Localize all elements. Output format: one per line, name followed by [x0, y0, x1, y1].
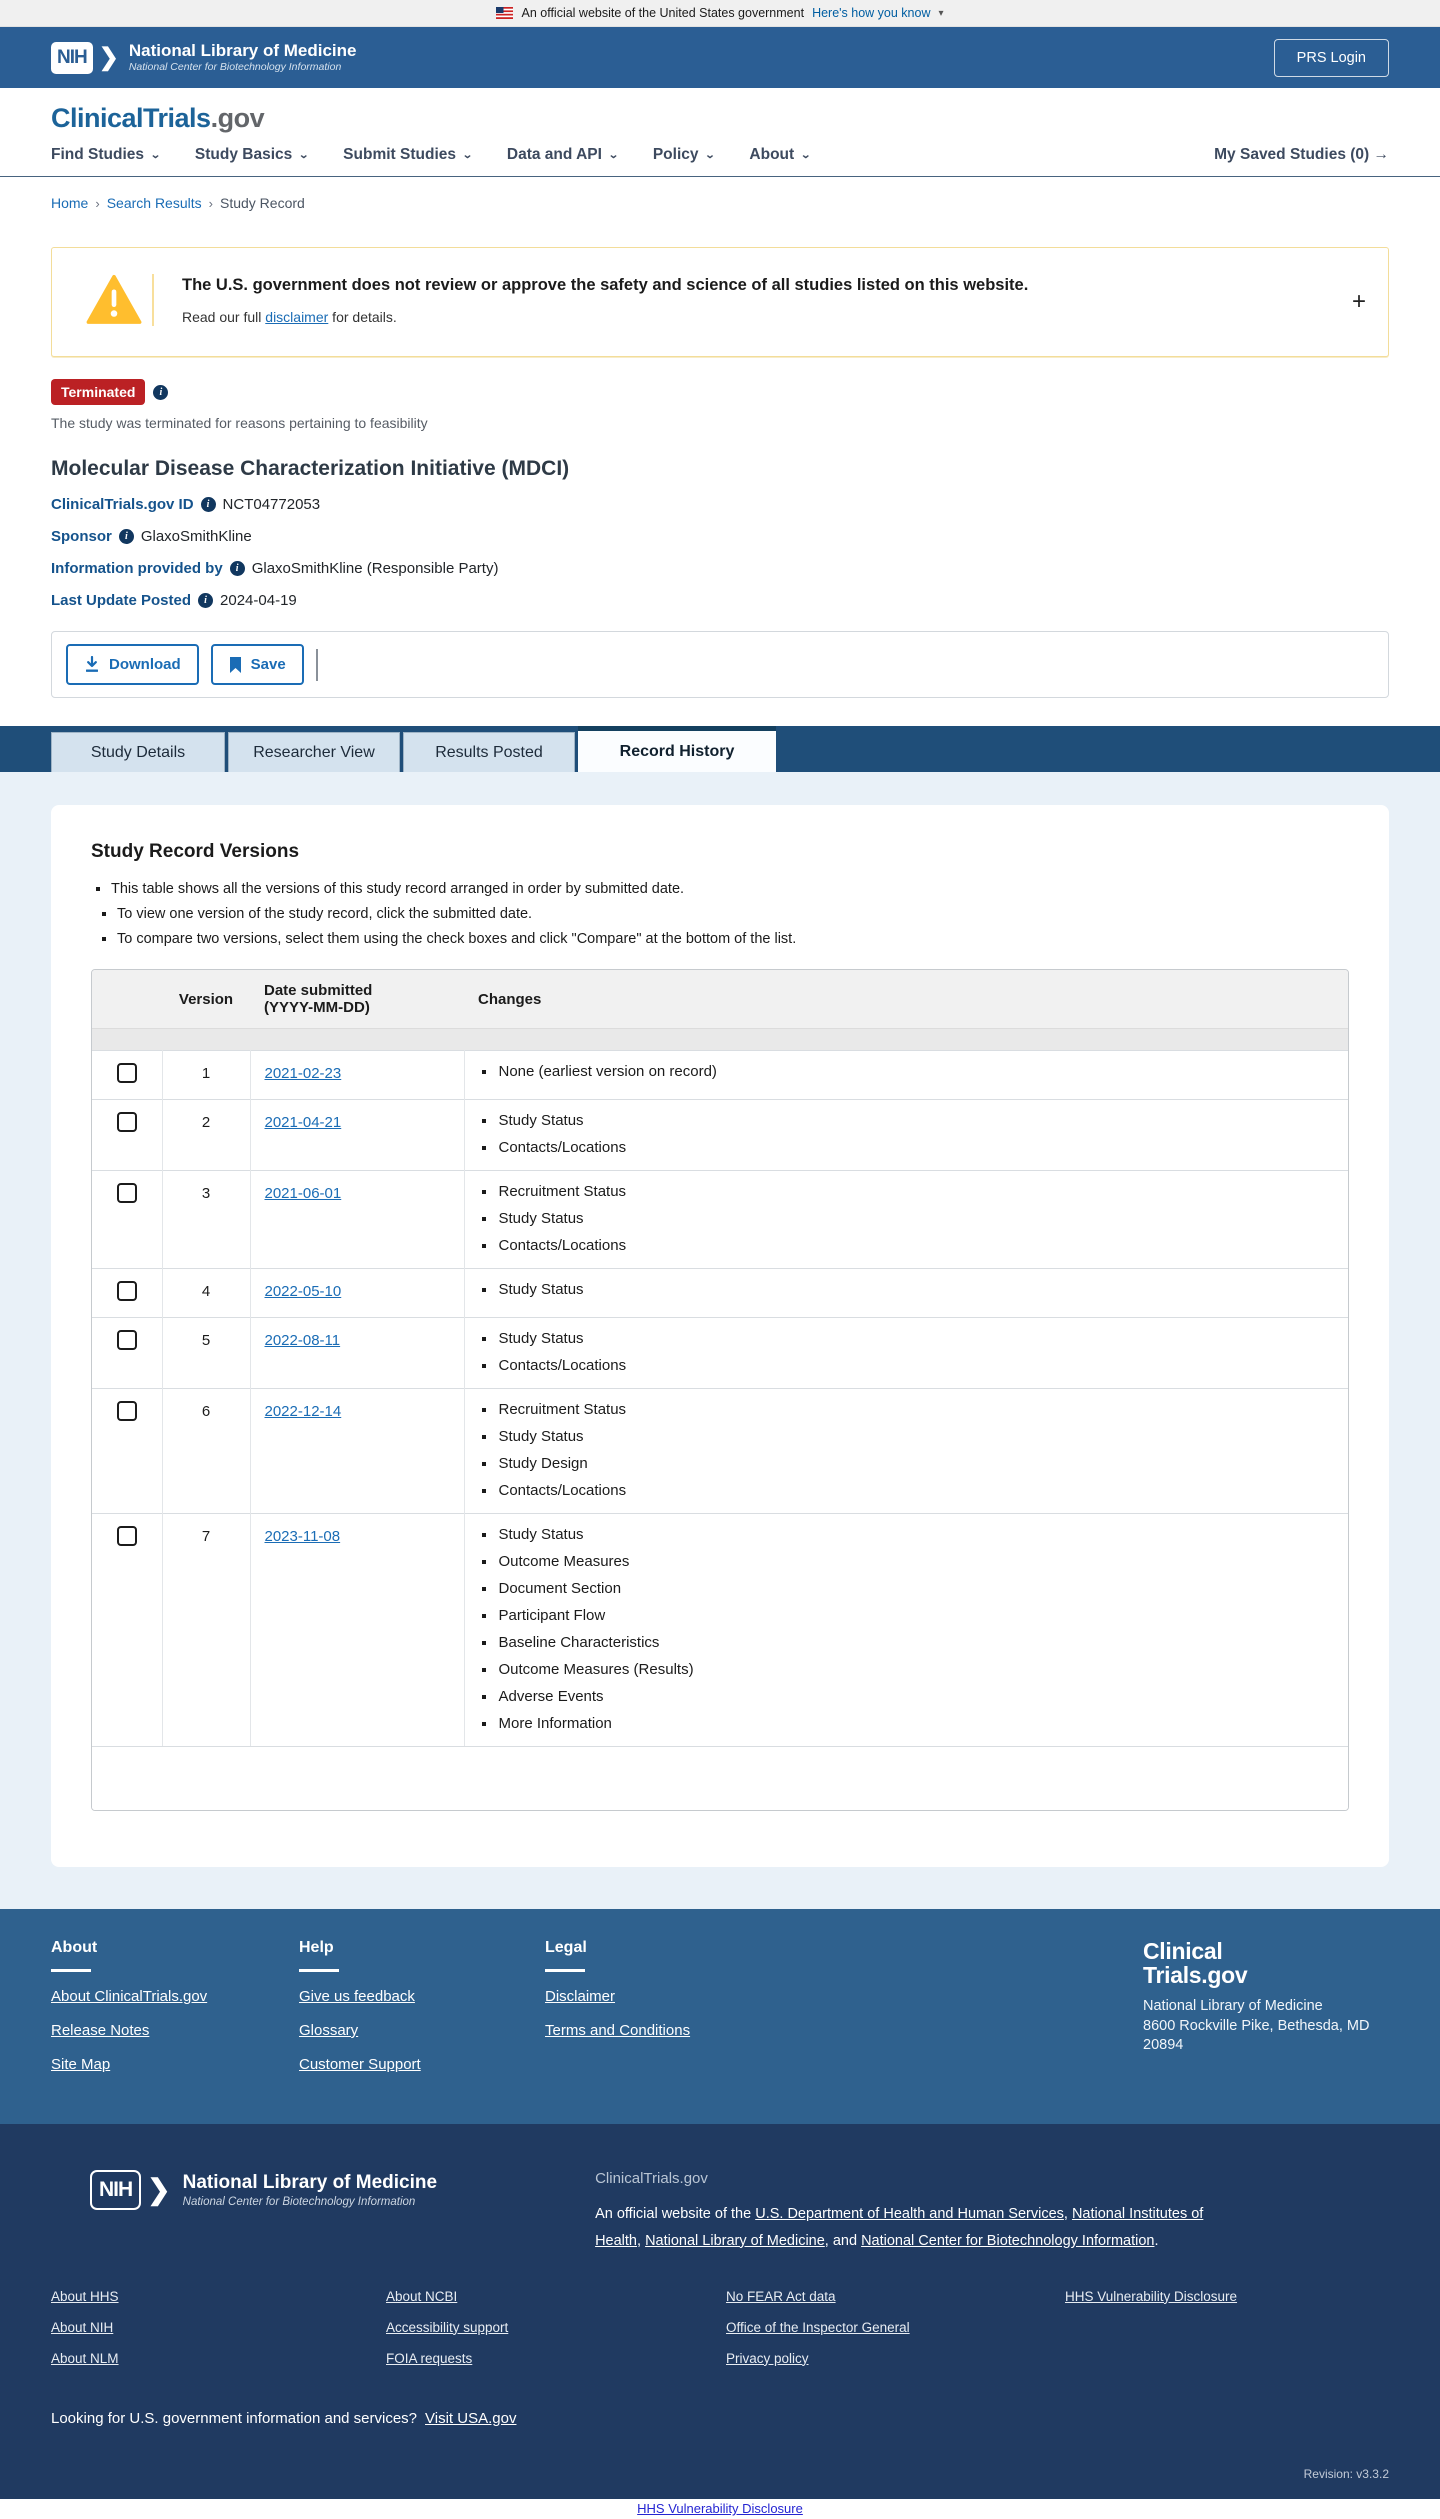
- tab-results-posted[interactable]: Results Posted: [403, 732, 575, 772]
- change-item: ▪ More Information: [497, 1715, 1335, 1732]
- hhs-link[interactable]: U.S. Department of Health and Human Services: [755, 2206, 1064, 2222]
- footer-link[interactable]: About ClinicalTrials.gov: [51, 1988, 208, 2005]
- change-item: ▪ Study Status: [497, 1112, 1335, 1129]
- version-date-link[interactable]: 2021-06-01: [264, 1185, 342, 1202]
- status-badge: Terminated: [51, 379, 145, 405]
- ncbi-link[interactable]: National Center for Biotechnology Information: [861, 2232, 1155, 2249]
- version-number: 4: [162, 1269, 250, 1318]
- gov-link[interactable]: FOIA requests: [386, 2350, 473, 2366]
- field-nct-id: ClinicalTrials.gov ID i NCT04772053: [51, 496, 321, 513]
- logo-clinical-text: ClinicalTrials: [51, 103, 211, 133]
- info-icon[interactable]: i: [119, 529, 134, 544]
- study-header-section: [0, 195, 1440, 726]
- status-row: [51, 379, 1389, 405]
- chevron-down-icon: ⌄: [462, 148, 473, 161]
- expand-banner-button[interactable]: +: [1351, 288, 1366, 315]
- nav-submit-studies[interactable]: Submit Studies ⌄: [343, 146, 473, 163]
- version-checkbox[interactable]: [117, 1526, 137, 1546]
- changes-list: [497, 1063, 1335, 1080]
- info-icon[interactable]: i: [198, 593, 213, 608]
- change-item: ▪ Outcome Measures (Results): [497, 1661, 1335, 1678]
- footer-links-help: [299, 1988, 545, 2073]
- info-icon[interactable]: i: [230, 561, 245, 576]
- government-links: [51, 2289, 1389, 2382]
- change-item: ▪ Contacts/Locations: [497, 1357, 1335, 1374]
- nih-chevron-icon: ❯: [147, 2174, 171, 2205]
- footer-clinicaltrials-logo: Clinical Trials.gov: [1143, 1938, 1248, 1989]
- change-item: ▪ Study Status: [497, 1281, 1335, 1298]
- site-label: ClinicalTrials.gov: [595, 2170, 708, 2187]
- change-item: ▪ None (earliest version on record): [497, 1063, 1335, 1080]
- nlm-footer-title: National Library of Medicine: [182, 2172, 438, 2194]
- table-row: [92, 1051, 1348, 1100]
- revision-label: Revision: v3.3.2: [1303, 2466, 1389, 2481]
- toolbar-divider: [316, 649, 318, 681]
- info-icon[interactable]: i: [153, 385, 168, 400]
- table-row: [92, 1389, 1348, 1514]
- study-record-versions-card: [51, 805, 1389, 1867]
- gov-links-column-3: [726, 2289, 1065, 2382]
- footer-rule: [51, 1969, 91, 1972]
- page-title: Molecular Disease Characterization Initiative (MDCI): [51, 457, 570, 480]
- gov-links-column-1: [51, 2289, 386, 2382]
- changes-list: [497, 1281, 1335, 1298]
- actions-toolbar: [51, 631, 1389, 698]
- nih-logo-icon: NIH: [51, 42, 93, 74]
- nav-study-basics[interactable]: Study Basics ⌄: [194, 146, 310, 163]
- header-version: Version: [162, 970, 250, 1029]
- change-item: ▪ Adverse Events: [497, 1688, 1335, 1705]
- change-item: ▪ Outcome Measures: [497, 1553, 1335, 1570]
- footer-column-about: [51, 1939, 299, 2090]
- changes-list: [497, 1183, 1335, 1254]
- intro-sub-bullet: ▪ To view one version of the study record, click the submitted date.: [117, 906, 1349, 922]
- version-checkbox[interactable]: [117, 1401, 137, 1421]
- nlm-footer-logo[interactable]: [90, 2170, 437, 2210]
- gov-link[interactable]: Office of the Inspector General: [726, 2319, 910, 2335]
- nih-logo-icon: NIH: [90, 2170, 141, 2210]
- nav-find-studies[interactable]: Find Studies ⌄: [51, 146, 161, 163]
- us-flag-icon: [496, 7, 513, 19]
- info-icon[interactable]: i: [201, 497, 216, 512]
- gov-link[interactable]: About NLM: [51, 2350, 119, 2366]
- change-item: ▪ Study Status: [497, 1210, 1335, 1227]
- footer-link[interactable]: Disclaimer: [545, 1988, 616, 2005]
- table-row: [92, 1171, 1348, 1269]
- chevron-down-icon: ⌄: [704, 148, 716, 161]
- chevron-down-icon: ▾: [938, 7, 944, 19]
- nav-policy[interactable]: Policy ⌄: [652, 146, 716, 163]
- footer-heading-help: Help: [299, 1939, 334, 1956]
- clinicaltrials-logo[interactable]: [51, 103, 1389, 134]
- tab-researcher-view[interactable]: Researcher View: [228, 732, 400, 772]
- footer-link[interactable]: Customer Support: [299, 2056, 421, 2073]
- footer-heading-about: About: [51, 1939, 98, 1956]
- change-item: ▪ Study Status: [497, 1330, 1335, 1347]
- nih-chevron-icon: ❯: [98, 43, 119, 71]
- how-you-know-link[interactable]: Here's how you know: [812, 6, 931, 20]
- version-checkbox[interactable]: [117, 1063, 137, 1083]
- chevron-down-icon: ⌄: [607, 148, 619, 161]
- header-checkbox-column: [92, 970, 162, 1029]
- footer-brand-block: [1143, 1939, 1389, 2090]
- tab-record-history[interactable]: Record History: [578, 726, 776, 772]
- version-checkbox[interactable]: [117, 1330, 137, 1350]
- section-heading: Study Record Versions: [91, 841, 300, 862]
- nlm-title: National Library of Medicine: [128, 41, 357, 61]
- changes-list: [497, 1330, 1335, 1374]
- footer-links-about: [51, 1988, 299, 2073]
- chevron-down-icon: ⌄: [800, 148, 812, 161]
- breadcrumb-home-link[interactable]: Home: [51, 195, 89, 211]
- prs-login-button[interactable]: PRS Login: [1274, 39, 1389, 77]
- bookmark-icon: [229, 657, 242, 673]
- nih-link[interactable]: National Institutes of Health: [595, 2206, 1204, 2249]
- nlm-footer: [0, 2124, 1440, 2499]
- footer-link[interactable]: Release Notes: [51, 2022, 150, 2039]
- table-row: [92, 1100, 1348, 1171]
- table-row: [92, 1318, 1348, 1389]
- changes-list: [497, 1112, 1335, 1156]
- site-header: [0, 88, 1440, 177]
- versions-table: [92, 970, 1348, 1746]
- table-bottom-space: [92, 1746, 1348, 1810]
- official-statement: An official website of the U.S. Department of Health and Human Services, National Institutes of Health, National Library of Medicine, and National Center for Biotechnology Information.: [595, 2206, 1204, 2249]
- gov-link[interactable]: Accessibility support: [386, 2319, 509, 2335]
- visit-usa-gov-link[interactable]: Visit USA.gov: [425, 2409, 517, 2427]
- nlm-link[interactable]: National Library of Medicine: [645, 2232, 825, 2249]
- tab-study-details[interactable]: Study Details: [51, 732, 225, 772]
- change-item: ▪ Study Design: [497, 1455, 1335, 1472]
- my-saved-studies-link[interactable]: My Saved Studies (0) →: [1214, 146, 1389, 163]
- footer-link[interactable]: Glossary: [299, 2022, 359, 2039]
- version-date-link[interactable]: 2021-02-23: [264, 1065, 342, 1082]
- version-date-link[interactable]: 2021-04-21: [264, 1114, 342, 1131]
- changes-list: [497, 1526, 1335, 1732]
- table-row: [92, 1514, 1348, 1747]
- breadcrumb-separator: ›: [208, 195, 213, 211]
- table-row: [92, 1269, 1348, 1318]
- footer-column-help: [299, 1939, 545, 2090]
- change-item: ▪ Document Section: [497, 1580, 1335, 1597]
- change-item: ▪ Recruitment Status: [497, 1183, 1335, 1200]
- change-item: ▪ Participant Flow: [497, 1607, 1335, 1624]
- download-button[interactable]: Download: [66, 644, 199, 685]
- nlm-header: [0, 27, 1440, 88]
- version-number: 1: [162, 1051, 250, 1100]
- warning-icon-area: [76, 274, 154, 326]
- footer-links-legal: [545, 1988, 845, 2039]
- warning-text-area: [182, 274, 1028, 326]
- version-number: 6: [162, 1389, 250, 1514]
- gov-link[interactable]: Privacy policy: [726, 2350, 809, 2366]
- disclaimer-link[interactable]: disclaimer: [265, 309, 329, 325]
- nlm-logo[interactable]: [51, 42, 357, 74]
- footer-link[interactable]: Terms and Conditions: [545, 2022, 691, 2039]
- gov-banner-text: An official website of the United States government: [521, 6, 805, 20]
- gov-link[interactable]: HHS Vulnerability Disclosure: [1065, 2288, 1238, 2304]
- versions-intro-list: [91, 881, 1349, 947]
- footer-column-legal: [545, 1939, 845, 2090]
- gov-link[interactable]: No FEAR Act data: [726, 2288, 836, 2304]
- breadcrumb-separator: ›: [95, 195, 100, 211]
- change-item: ▪ Study Status: [497, 1526, 1335, 1543]
- version-number: 7: [162, 1514, 250, 1747]
- gov-links-column-2: [386, 2289, 726, 2382]
- table-header-row: [92, 970, 1348, 1029]
- hhs-vulnerability-strip: [0, 2499, 1440, 2519]
- nav-data-and-api[interactable]: Data and API ⌄: [506, 146, 619, 163]
- breadcrumb-search-results-link[interactable]: Search Results: [106, 195, 202, 211]
- change-item: ▪ Study Status: [497, 1428, 1335, 1445]
- intro-bullet: ▪ This table shows all the versions of this study record arranged in order by submitted date.: [111, 881, 1349, 897]
- footer-link[interactable]: Give us feedback: [299, 1988, 415, 2005]
- chevron-down-icon: ⌄: [298, 148, 310, 161]
- version-date-link[interactable]: 2022-05-10: [264, 1283, 342, 1300]
- chevron-down-icon: ⌄: [150, 148, 161, 161]
- versions-intro-sublist: [91, 906, 1349, 947]
- version-checkbox[interactable]: [117, 1281, 137, 1301]
- save-button[interactable]: Save: [211, 644, 304, 685]
- change-item: ▪ Contacts/Locations: [497, 1482, 1335, 1499]
- version-number: 2: [162, 1100, 250, 1171]
- intro-sub-bullet: ▪ To compare two versions, select them using the check boxes and click "Compare" at the bottom of the list.: [117, 931, 1349, 947]
- gov-link[interactable]: About HHS: [51, 2288, 119, 2304]
- footer-rule: [299, 1969, 339, 1972]
- change-item: ▪ Baseline Characteristics: [497, 1634, 1335, 1651]
- warning-triangle-icon: [86, 274, 142, 326]
- version-checkbox[interactable]: [117, 1112, 137, 1132]
- change-item: ▪ Recruitment Status: [497, 1401, 1335, 1418]
- version-number: 5: [162, 1318, 250, 1389]
- header-date-submitted: Date submitted (YYYY-MM-DD): [250, 970, 464, 1029]
- version-date-link[interactable]: 2022-08-11: [264, 1332, 341, 1349]
- footer-address: National Library of Medicine 8600 Rockville Pike, Bethesda, MD 20894: [1143, 1998, 1370, 2054]
- site-footer: [0, 1909, 1440, 2124]
- usa-gov-prompt: Looking for U.S. government information and services? Visit USA.gov: [51, 2409, 517, 2427]
- termination-reason: The study was terminated for reasons pertaining to feasibility: [51, 415, 428, 431]
- tab-bar: [0, 726, 1440, 772]
- download-icon: [84, 656, 100, 673]
- gov-banner: [0, 0, 1440, 27]
- nlm-footer-subtitle: National Center for Biotechnology Information: [182, 2195, 416, 2208]
- field-last-update-posted: Last Update Posted i 2024-04-19: [51, 592, 297, 609]
- logo-gov-text: .gov: [210, 103, 265, 133]
- change-item: ▪ Contacts/Locations: [497, 1139, 1335, 1156]
- record-history-panel: [0, 772, 1440, 1909]
- changes-list: [497, 1401, 1335, 1499]
- official-statement-block: [595, 2170, 1235, 2255]
- nlm-subtitle: National Center for Biotechnology Information: [128, 60, 342, 73]
- change-item: ▪ Contacts/Locations: [497, 1237, 1335, 1254]
- government-disclaimer-banner: [51, 247, 1389, 357]
- gov-link[interactable]: About NIH: [51, 2319, 114, 2335]
- footer-heading-legal: Legal: [545, 1939, 587, 1956]
- versions-table-scroll-area[interactable]: [91, 969, 1349, 1811]
- gov-link[interactable]: About NCBI: [386, 2288, 458, 2304]
- version-number: 3: [162, 1171, 250, 1269]
- breadcrumb: [51, 195, 1389, 211]
- version-checkbox[interactable]: [117, 1183, 137, 1203]
- nav-about[interactable]: About ⌄: [749, 146, 812, 163]
- footer-rule: [545, 1969, 585, 1972]
- table-scroll-gap: [92, 1029, 1348, 1051]
- warning-title: The U.S. government does not review or approve the safety and science of all studies listed on this website.: [182, 276, 1029, 294]
- header-changes: Changes: [464, 970, 1348, 1029]
- field-information-provided-by: Information provided by i GlaxoSmithKline (Responsible Party): [51, 560, 499, 577]
- footer-link[interactable]: Site Map: [51, 2056, 111, 2073]
- hhs-vulnerability-link[interactable]: HHS Vulnerability Disclosure: [637, 2501, 803, 2517]
- field-sponsor: Sponsor i GlaxoSmithKline: [51, 528, 252, 545]
- gov-links-column-4: [1065, 2289, 1389, 2382]
- main-nav: [51, 146, 1389, 176]
- warning-subtext: Read our full disclaimer for details.: [182, 309, 397, 325]
- version-date-link[interactable]: 2023-11-08: [264, 1528, 341, 1545]
- breadcrumb-current: Study Record: [219, 195, 305, 211]
- version-date-link[interactable]: 2022-12-14: [264, 1403, 342, 1420]
